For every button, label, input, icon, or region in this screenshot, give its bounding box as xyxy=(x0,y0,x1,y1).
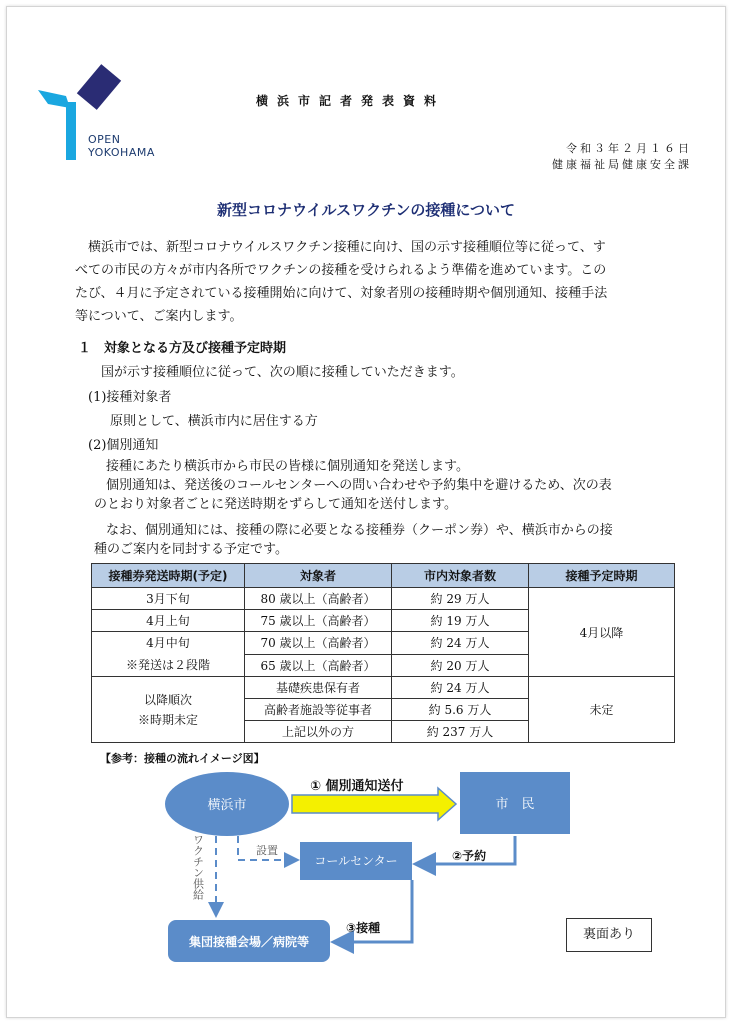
citizens-label: 市 民 xyxy=(495,797,535,812)
table-row xyxy=(92,588,675,610)
target-cell: 75 歳以上（高齢者） xyxy=(245,610,392,632)
column-header: 接種券発送時期(予定) xyxy=(92,564,245,588)
logo-mark-stem xyxy=(66,102,76,160)
subsection-2-heading: (2)個別通知 xyxy=(88,438,159,453)
document-date: 令和３年２月１６日 xyxy=(566,142,692,155)
column-header: 接種予定時期 xyxy=(529,564,675,588)
count-cell: 約 29 万人 xyxy=(392,588,529,610)
setup-label: 設置 xyxy=(256,844,278,857)
send-period-note: ※発送は２段階 xyxy=(125,658,210,672)
logo-line-yokohama: YOKOHAMA xyxy=(88,146,155,159)
count-cell: 約 237 万人 xyxy=(392,721,529,743)
step1-label: ① 個別通知送付 xyxy=(310,779,404,794)
intro-line: べての市民の方々が市内各所でワクチンの接種を受けられるよう準備を進めています。この xyxy=(75,263,607,278)
table-header-row xyxy=(92,564,675,588)
send-period-cell xyxy=(92,677,245,743)
section-1-heading: １ 対象となる方及び接種予定時期 xyxy=(78,341,287,356)
table-row xyxy=(92,677,675,699)
step2-label: ②予約 xyxy=(452,849,487,863)
count-cell: 約 24 万人 xyxy=(392,632,529,655)
section-1-lead: 国が示す接種順位に従って、次の順に接種していただきます。 xyxy=(101,365,464,380)
logo-mark-square xyxy=(77,64,121,110)
send-period-cell: 3月下旬 xyxy=(92,588,245,610)
city-label: 横浜市 xyxy=(207,798,247,813)
count-cell: 約 19 万人 xyxy=(392,610,529,632)
logo-mark-left xyxy=(38,90,70,108)
reverse-side-note: 裏面あり xyxy=(566,918,652,952)
count-cell: 約 5.6 万人 xyxy=(392,699,529,721)
page-title: 新型コロナウイルスワクチンの接種について xyxy=(216,201,516,219)
step3-label: ③接種 xyxy=(346,921,381,935)
schedule-cell: 未定 xyxy=(529,677,675,743)
supply-label: ワクチン供給 xyxy=(191,834,205,900)
send-period-cell xyxy=(92,632,245,677)
schedule-table xyxy=(91,563,675,743)
count-cell: 約 20 万人 xyxy=(392,654,529,677)
intro-line: たび、４月に予定されている接種開始に向けて、対象者別の接種時期や個別通知、接種手法 xyxy=(75,286,608,301)
target-cell: 65 歳以上（高齢者） xyxy=(245,654,392,677)
subsection-2-line: 個別通知は、発送後のコールセンターへの問い合わせや予約集中を避けるため、次の表 xyxy=(106,478,612,493)
intro-line: 等について、ご案内します。 xyxy=(75,309,243,324)
document-kind: 横浜市記者発表資料 xyxy=(256,94,446,108)
call-center-label: コールセンター xyxy=(314,854,398,868)
subsection-2-line: のとおり対象者ごとに発送時期をずらして通知を送付します。 xyxy=(94,497,457,512)
send-period-cell: 4月上旬 xyxy=(92,610,245,632)
subsection-1-body: 原則として、横浜市内に居住する方 xyxy=(110,414,318,429)
column-header: 対象者 xyxy=(245,564,392,588)
document-meta xyxy=(552,141,692,173)
intro-line: 横浜市では、新型コロナウイルスワクチン接種に向け、国の示す接種順位等に従って、す xyxy=(88,240,606,255)
flow-diagram xyxy=(160,764,580,974)
department-name: 健康福祉局健康安全課 xyxy=(552,158,692,171)
target-cell: 基礎疾患保有者 xyxy=(245,677,392,699)
subsection-2-line: 接種にあたり横浜市から市民の皆様に個別通知を発送します。 xyxy=(106,459,469,474)
count-cell: 約 24 万人 xyxy=(392,677,529,699)
subsection-2-line: 種のご案内を同封する予定です。 xyxy=(94,542,288,557)
intro-paragraph xyxy=(75,236,668,328)
send-period-note: ※時期未定 xyxy=(137,712,198,727)
diagram-caption: 【参考：接種の流れイメージ図】 xyxy=(100,752,265,765)
send-period-text: 4月中旬 xyxy=(146,636,190,650)
target-cell: 上記以外の方 xyxy=(245,721,392,743)
send-period-text: 以降順次 xyxy=(143,692,192,707)
venue-label: 集団接種会場／病院等 xyxy=(188,935,310,949)
logo-wordmark xyxy=(88,133,155,159)
target-cell: 高齢者施設等従事者 xyxy=(245,699,392,721)
target-cell: 80 歳以上（高齢者） xyxy=(245,588,392,610)
subsection-2-line: なお、個別通知には、接種の際に必要となる接種券（クーポン券）や、横浜市からの接 xyxy=(106,523,613,538)
schedule-cell: 4月以降 xyxy=(529,588,675,677)
target-cell: 70 歳以上（高齢者） xyxy=(245,632,392,655)
logo-line-open: OPEN xyxy=(88,133,121,146)
column-header: 市内対象者数 xyxy=(392,564,529,588)
subsection-1-heading: (1)接種対象者 xyxy=(88,390,172,405)
